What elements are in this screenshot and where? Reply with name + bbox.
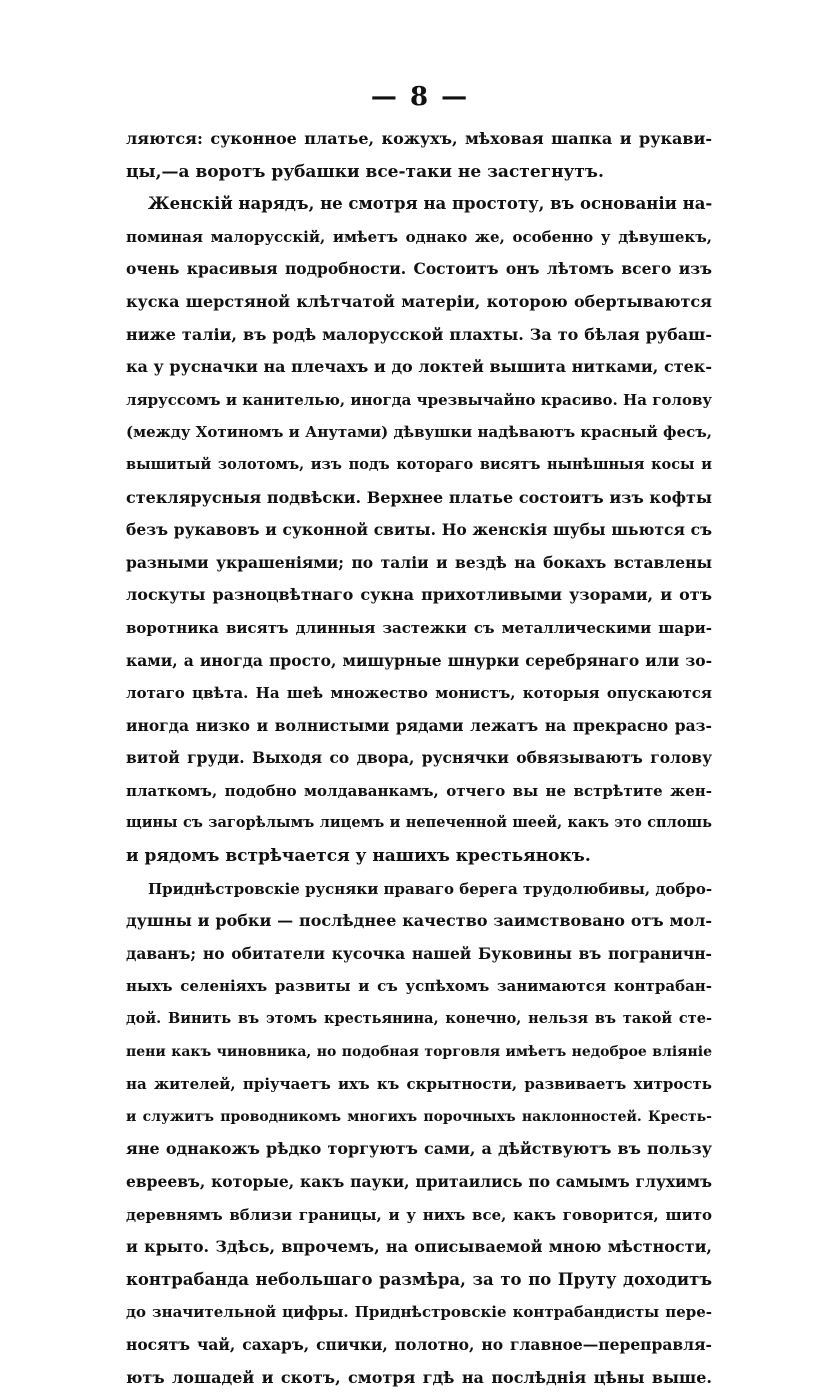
paragraph-start-line: Женскій нарядъ, не смотря на простоту, въ основаніи на-: [148, 194, 712, 214]
text-line: безъ рукавовъ и суконной свиты. Но женскія шубы шьются съ: [126, 520, 712, 540]
text-line: платкомъ, подобно молдаванкамъ, отчего вы не встрѣтите жен-: [126, 781, 712, 800]
page-number: — 8 —: [370, 82, 470, 112]
text-line: и крыто. Здѣсь, впрочемъ, на описываемой мною мѣстности,: [126, 1237, 712, 1257]
text-line: евреевъ, которые, какъ пауки, притаились по самымъ глухимъ: [126, 1172, 712, 1191]
text-line: цы,—а воротъ рубашки все-таки не застегнутъ.: [126, 161, 604, 182]
text-line: ныхъ селеніяхъ развиты и съ успѣхомъ занимаются контрабан-: [126, 977, 712, 996]
text-line: пени какъ чиновника, но подобная торговля имѣетъ недоброе вліяніе: [126, 1043, 712, 1060]
text-line: куска шерстяной клѣтчатой матеріи, которою обертываются: [126, 291, 712, 311]
text-line: стеклярусныя подвѣски. Верхнее платье состоитъ изъ кофты: [126, 487, 712, 507]
text-line: лотаго цвѣта. На шеѣ множество монистъ, которыя опускаются: [126, 684, 712, 703]
text-line: на жителей, пріучаетъ ихъ къ скрытности, развиваетъ хитрость: [126, 1075, 712, 1094]
text-line: даванъ; но обитатели кусочка нашей Буковины въ пограничн-: [126, 943, 712, 963]
text-line: до значительной цифры. Приднѣстровскіе контрабандисты пере-: [126, 1303, 712, 1322]
text-line: деревнямъ вблизи границы, и у нихъ все, какъ говорится, шито: [126, 1205, 712, 1224]
text-line: очень красивыя подробности. Состоитъ онъ лѣтомъ всего изъ: [126, 259, 712, 279]
text-line: вышитый золотомъ, изъ подъ котораго висятъ нынѣшныя косы и: [126, 455, 712, 473]
text-line: ниже таліи, въ родѣ малорусской плахты. За то бѣлая рубаш-: [126, 324, 712, 344]
text-line: воротника висятъ длинныя застежки съ металлическими шари-: [126, 618, 712, 637]
text-line: ка у русначки на плечахъ и до локтей вышита нитками, стек-: [126, 357, 712, 377]
text-line: и рядомъ встрѣчается у нашихъ крестьянокъ.: [126, 846, 591, 867]
text-line: лоскуты разноцвѣтнаго сукна прихотливыми узорами, и отъ: [126, 585, 712, 605]
text-line: душны и робки — послѣднее качество заимствовано отъ мол-: [126, 911, 712, 931]
text-line: разными украшеніями; по таліи и вездѣ на бокахъ вставлены: [126, 552, 712, 572]
text-line: (между Хотиномъ и Анутами) дѣвушки надѣваютъ красный фесъ,: [126, 423, 712, 442]
text-line: ляются: суконное платье, кожухъ, мѣховая шапка и рукави-: [126, 129, 712, 148]
paragraph-start-line: Приднѣстровскіе русняки праваго берега трудолюбивы, добро-: [148, 879, 712, 898]
text-line: ляруссомъ и канителью, иногда чрезвычайно красиво. На голову: [126, 390, 712, 409]
text-line: яне однакожъ рѣдко торгуютъ сами, а дѣйствуютъ въ пользу: [126, 1139, 712, 1159]
text-line: поминая малорусскій, имѣетъ однако же, особенно у дѣвушекъ,: [126, 227, 712, 246]
text-line: иногда низко и волнистыми рядами лежатъ на прекрасно раз-: [126, 715, 712, 735]
text-line: щины съ загорѣлымъ лицемъ и непеченной шеей, какъ это сплошь: [126, 814, 712, 832]
body-text: [126, 123, 712, 1394]
text-line: ками, а иногда просто, мишурные шнурки серебрянаго или зо-: [126, 650, 712, 670]
text-line: носятъ чай, сахаръ, спички, полотно, но главное—переправля-: [126, 1334, 712, 1354]
text-line: дой. Винить въ этомъ крестьянина, конечно, нельзя въ такой сте-: [126, 1010, 712, 1028]
text-line: витой груди. Выходя со двора, руснячки обвязываютъ голову: [126, 748, 712, 768]
text-line: и служитъ проводникомъ многихъ порочныхъ наклонностей. Кресть-: [126, 1108, 712, 1125]
text-line: ютъ лошадей и скотъ, смотря гдѣ на послѣднія цѣны выше.: [126, 1367, 712, 1387]
text-line: контрабанда небольшаго размѣра, за то по Пруту доходитъ: [126, 1269, 712, 1289]
